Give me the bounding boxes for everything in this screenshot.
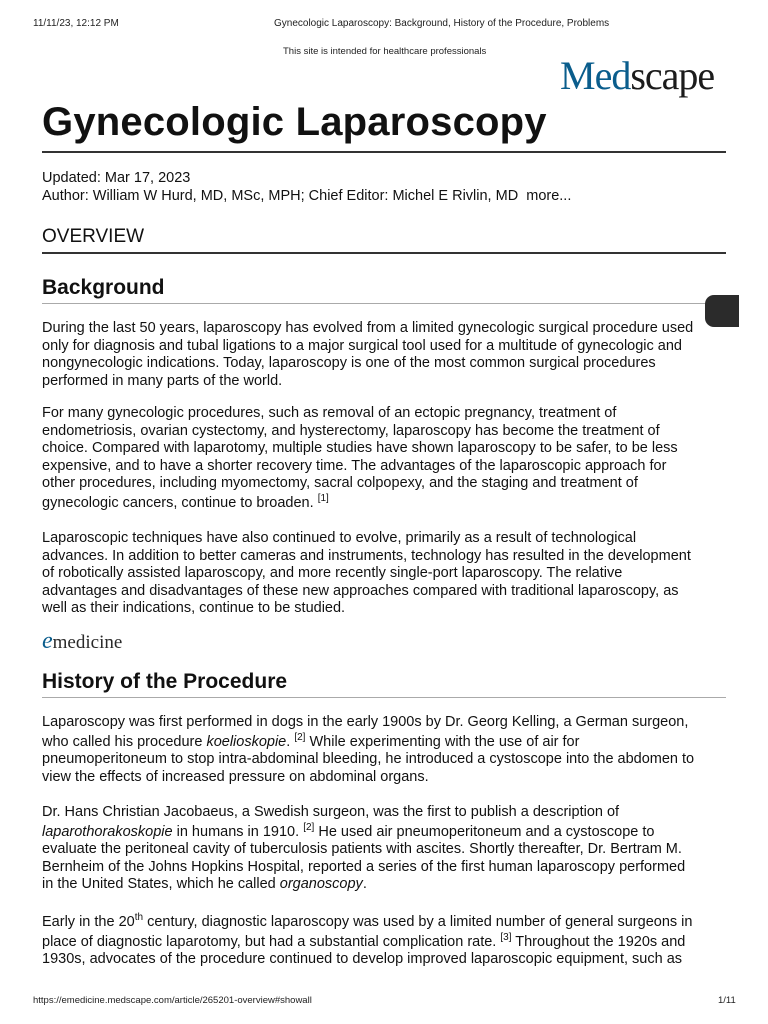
author-line: [42, 187, 571, 205]
background-paragraph-2: [42, 405, 728, 513]
text-line: 1930s, advocates of the procedure continued to develop improved laparoscopic equipment, such as: [42, 951, 683, 968]
term-organoscopy: organoscopy: [279, 876, 363, 893]
text-span: in humans in 1910.: [172, 823, 304, 840]
text-line: choice. Compared with laparotomy, multiple studies have shown laparoscopy to be safer, to be less: [42, 440, 678, 457]
print-datetime: 11/11/23, 12:12 PM: [33, 18, 119, 29]
text-line: [42, 931, 728, 952]
text-span: Early in the 20: [42, 914, 135, 930]
text-span: .: [362, 876, 367, 893]
section-heading-background: Background: [42, 276, 165, 299]
history-paragraph-2: [42, 804, 728, 894]
text-line: Bernheim of the Johns Hopkins Hospital, reported a series of the first human laparoscopy performed: [42, 858, 686, 875]
text-span: place of diagnostic laparotomy, but had a substantial complication rate.: [42, 933, 501, 950]
text-line: endometriosis, ovarian cystectomy, and hysterectomy, laparoscopy has become the treatment of: [42, 422, 660, 439]
text-line: [42, 876, 728, 894]
text-line: performed in many parts of the world.: [42, 372, 283, 389]
emedicine-logo-e: e: [42, 628, 53, 654]
text-span: He used air pneumoperitoneum and a cystoscope to: [314, 823, 655, 840]
background-paragraph-3: [42, 530, 728, 618]
text-line: [42, 914, 728, 932]
text-span: .: [286, 733, 295, 750]
term-koelioskopie: koelioskopie: [206, 733, 287, 750]
text-line: Dr. Hans Christian Jacobaeus, a Swedish surgeon, was the first to publish a description of: [42, 804, 620, 820]
print-doc-title: Gynecologic Laparoscopy: Background, History of the Procedure, Problems: [274, 18, 610, 29]
medscape-logo[interactable]: [560, 52, 714, 99]
history-paragraph-3: [42, 914, 728, 969]
reference-link[interactable]: [3]: [500, 931, 512, 943]
page-title: Gynecologic Laparoscopy: [42, 100, 547, 144]
text-line: evaluate the peritoneal cavity of tuberculosis patients with ascites. Shortly thereafter, Dr. Bertram M.: [42, 841, 682, 858]
term-laparothorakoskopie: laparothorakoskopie: [42, 823, 173, 840]
text-span: Throughout the 1920s and: [511, 933, 686, 950]
history-paragraph-1: [42, 714, 728, 786]
text-span: While experimenting with the use of air for: [305, 733, 580, 750]
background-paragraph-1: [42, 320, 728, 390]
text-line: view the effects of increased pressure on abdominal organs.: [42, 768, 429, 785]
history-divider: [42, 697, 726, 698]
text-line: [42, 731, 728, 752]
text-line: nongynecologic indications. Today, laparoscopy is one of the most common surgical procedures: [42, 355, 656, 372]
text-span: century, diagnostic laparoscopy was used by a limited number of general surgeons in: [143, 914, 693, 930]
text-span: in the United States, which he called: [42, 876, 280, 893]
text-line: expensive, and to have a shorter recovery time. The advantages of the laparoscopic approach for: [42, 457, 667, 474]
author-text: Author: William W Hurd, MD, MSc, MPH; Chief Editor: Michel E Rivlin, MD: [42, 188, 519, 204]
text-line: Laparoscopy was first performed in dogs in the early 1900s by Dr. Georg Kelling, a German surgeon,: [42, 714, 689, 730]
text-line: [42, 821, 728, 842]
text-line: [42, 492, 728, 513]
site-notice: This site is intended for healthcare professionals: [283, 46, 487, 57]
emedicine-logo[interactable]: [42, 628, 122, 655]
background-divider: [42, 303, 726, 304]
text-span: gynecologic cancers, continue to broaden.: [42, 494, 314, 511]
logo-med: Med: [560, 53, 631, 98]
updated-date: Updated: Mar 17, 2023: [42, 170, 191, 186]
emedicine-logo-text: medicine: [52, 632, 123, 653]
superscript-th: th: [134, 912, 144, 923]
overview-label[interactable]: OVERVIEW: [42, 226, 145, 247]
text-line: During the last 50 years, laparoscopy has evolved from a limited gynecologic surgical procedure used: [42, 320, 694, 336]
title-divider: [42, 151, 726, 153]
overview-divider: [42, 252, 726, 254]
text-line: For many gynecologic procedures, such as removal of an ectopic pregnancy, treatment of: [42, 405, 617, 421]
logo-scape: scape: [630, 53, 715, 98]
text-line: other procedures, including myomectomy, sacral colpopexy, and the staging and treatment of: [42, 475, 638, 492]
print-footer-url: https://emedicine.medscape.com/article/265201-overview#showall: [33, 995, 312, 1006]
text-line: of robotically assisted laparoscopy, and more recently single-port laparoscopy. The relative: [42, 565, 623, 582]
text-line: only for diagnosis and tubal ligations to a major surgical tool used for a multitude of gynecologic and: [42, 337, 682, 354]
text-line: well as their indications, continue to be studied.: [42, 600, 346, 617]
text-line: advantages and disadvantages of these new approaches compared with traditional laparoscopy, as: [42, 582, 679, 599]
section-heading-history: History of the Procedure: [42, 670, 288, 693]
reference-link[interactable]: [1]: [317, 492, 329, 504]
reference-link[interactable]: [2]: [303, 821, 315, 833]
text-line: Laparoscopic techniques have also continued to evolve, primarily as a result of technological: [42, 530, 637, 546]
reference-link[interactable]: [2]: [294, 731, 306, 743]
text-span: who called his procedure: [42, 733, 207, 750]
text-line: advances. In addition to better cameras and instruments, technology has resulted in the development: [42, 547, 691, 564]
text-line: pneumoperitoneum to stop intra-abdominal bleeding, he introduced a cystoscope into the abdomen to: [42, 751, 695, 768]
more-link[interactable]: more...: [526, 188, 572, 204]
print-page-number: 1/11: [718, 995, 736, 1006]
